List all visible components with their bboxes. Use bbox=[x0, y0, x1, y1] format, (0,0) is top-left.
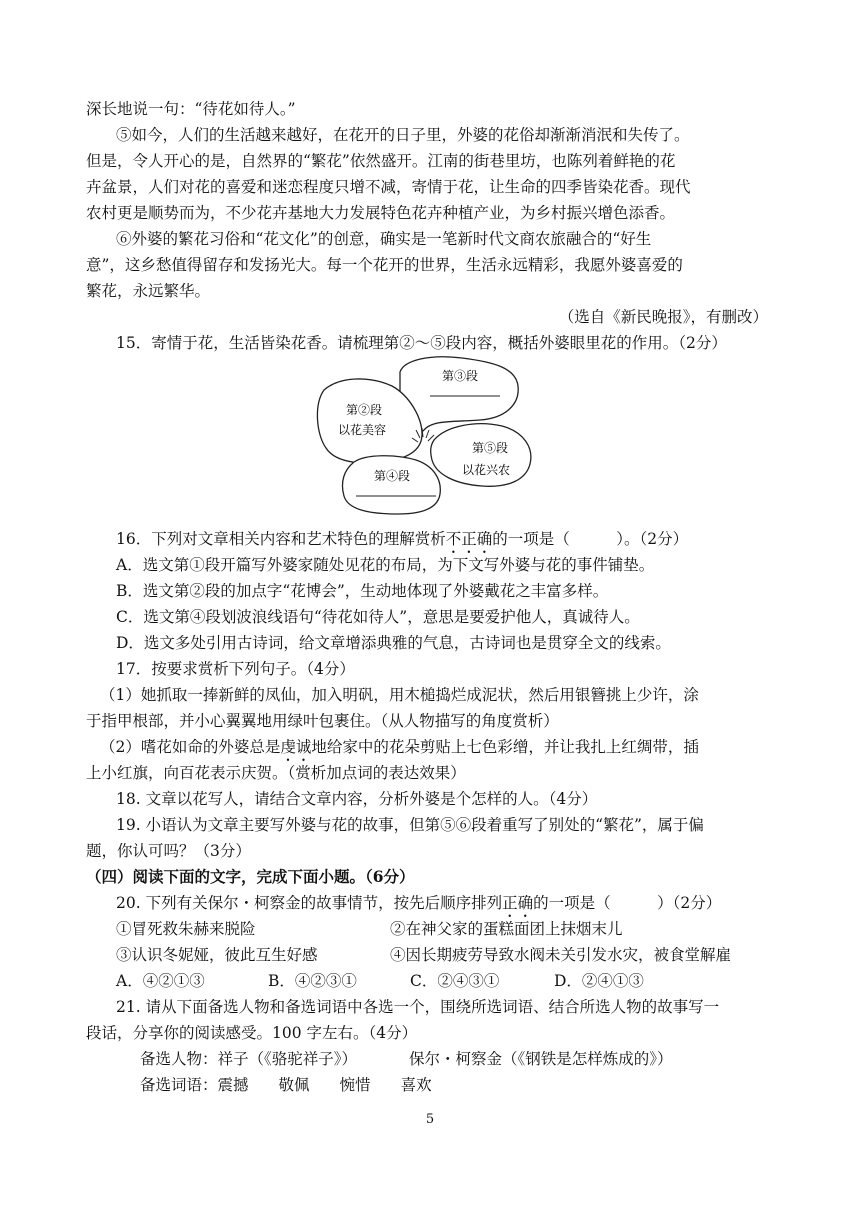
event-3: ③认识冬妮娅，彼此互生好感 bbox=[116, 946, 318, 964]
candidate-people: 备选人物：祥子（《骆驼祥子》） 保尔・柯察金（《钢铁是怎样炼成的》） bbox=[140, 1050, 673, 1068]
petal-left-title: 第②段 bbox=[345, 403, 383, 417]
passage-line: 深长地说一句：“待花如待人。” bbox=[86, 100, 296, 118]
passage-line: 题，你认可吗？（3分） bbox=[86, 842, 251, 860]
petal-bottom-label: 第④段 bbox=[373, 469, 411, 483]
passage-line: 于指甲根部，并小心翼翼地用绿叶包裹住。（从人物描写的角度赏析） bbox=[86, 712, 559, 730]
petal-left-text: 以花美容 bbox=[337, 423, 387, 437]
question-21: 21. 请从下面备选人物和备选词语中各选一个，围绕所选词语、结合所选人物的故事写一 bbox=[116, 998, 720, 1016]
emphasis-word: 虔诚 bbox=[280, 738, 312, 756]
emphasis-correct: 正确 bbox=[502, 894, 534, 912]
option-a: A．④②①③ bbox=[116, 972, 205, 990]
question-19: 19. 小语认为文章主要写外婆与花的故事，但第⑤⑥段着重写了别处的“繁花”，属于偏 bbox=[116, 816, 704, 834]
candidate-words: 备选词语：震撼 敬佩 惋惜 喜欢 bbox=[140, 1076, 432, 1094]
question-17-sentence-1: （1）她抓取一捧新鲜的凤仙，加入明矾，用木槌捣烂成泥状，然后用银簪挑上少许，涂 bbox=[100, 686, 699, 704]
paragraph-5: ⑤如今，人们的生活越来越好，在花开的日子里，外婆的花俗却渐渐消泯和失传了。 bbox=[116, 126, 690, 144]
passage-line: 农村更是顺势而为，不少花卉基地大力发展特色花卉种植产业，为乡村振兴增色添香。 bbox=[86, 204, 676, 222]
paragraph-6: ⑥外婆的繁花习俗和“花文化”的创意，确实是一笔新时代文商农旅融合的“好生 bbox=[116, 230, 652, 248]
option-c: C．②④③① bbox=[410, 972, 500, 990]
question-16-stem: 16．下列对文章相关内容和艺术特色的理解赏析不正确的一项是（ ）。（2分） bbox=[116, 530, 689, 548]
petal-top-label: 第③段 bbox=[441, 369, 479, 383]
passage-line: 意”，这乡愁值得留存和发扬光大。每一个花开的世界，生活永远精彩，我愿外婆喜爱的 bbox=[86, 256, 683, 274]
option-d: D．②④①③ bbox=[554, 972, 644, 990]
event-1: ①冒死救朱赫来脱险 bbox=[116, 920, 256, 938]
question-17-sentence-2: （2）嗜花如命的外婆总是虔诚地给家中的花朵剪贴上七色彩缯，并让我扎上红绸带，插 bbox=[100, 738, 699, 756]
passage-line: 繁花，永远繁华。 bbox=[86, 282, 211, 300]
option-c: C．选文第④段划波浪线语句“待花如待人”，意思是要爱护他人，真诚待人。 bbox=[116, 608, 640, 626]
passage-line: 上小红旗，向百花表示庆贺。（赏析加点词的表达效果） bbox=[86, 764, 466, 782]
source-citation: （选自《新民晚报》，有删改） bbox=[558, 308, 768, 326]
petal-right-text: 以花兴农 bbox=[461, 463, 511, 477]
page-number: 5 bbox=[425, 1112, 435, 1127]
question-17-stem: 17．按要求赏析下列句子。（4分） bbox=[116, 660, 355, 678]
passage-line: 段话，分享你的阅读感受。100 字左右。（4分） bbox=[86, 1024, 418, 1042]
question-18: 18. 文章以花写人，请结合文章内容，分析外婆是个怎样的人。（4分） bbox=[116, 790, 598, 808]
option-d: D．选文多处引用古诗词，给文章增添典雅的气息，古诗词也是贯穿全文的线索。 bbox=[116, 634, 671, 652]
section-4-heading: （四）阅读下面的文字，完成下面小题。（6分） bbox=[86, 867, 415, 886]
question-15: 15．寄情于花，生活皆染花香。请梳理第②～⑤段内容，概括外婆眼里花的作用。（2分） bbox=[116, 334, 727, 352]
petal-bottom bbox=[342, 456, 440, 514]
passage-line: 卉盆景，人们对花的喜爱和迷恋程度只增不减，寄情于花，让生命的四季皆染花香。现代 bbox=[86, 178, 691, 196]
question-20-stem: 20. 下列有关保尔・柯察金的故事情节，按先后顺序排列正确的一项是（ ）（2分） bbox=[116, 894, 722, 912]
emphasis-not-correct: 不正确 bbox=[445, 530, 493, 548]
passage-line: 但是，令人开心的是，自然界的“繁花”依然盛开。江南的街巷里坊，也陈列着鲜艳的花 bbox=[86, 152, 676, 170]
event-2: ②在神父家的蛋糕面团上抹烟末儿 bbox=[390, 920, 623, 938]
option-a: A．选文第①段开篇写外婆家随处见花的布局，为下文写外婆与花的事件铺垫。 bbox=[116, 556, 655, 574]
option-b: B．④②③① bbox=[268, 972, 357, 990]
option-b: B．选文第②段的加点字“花博会”，生动地体现了外婆戴花之丰富多样。 bbox=[116, 582, 609, 600]
petal-right-title: 第⑤段 bbox=[471, 441, 509, 455]
flower-diagram bbox=[312, 356, 534, 518]
event-4: ④因长期疲劳导致水阀未关引发水灾，被食堂解雇 bbox=[390, 946, 732, 964]
